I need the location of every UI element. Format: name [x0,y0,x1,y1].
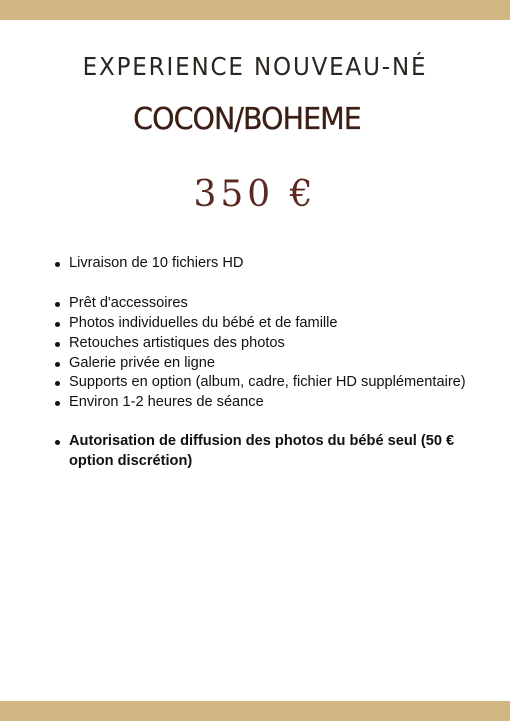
bottom-decorative-band [0,701,510,721]
feature-item: Retouches artistiques des photos [52,334,492,354]
notice-item: Autorisation de diffusion des photos du bébé seul (50 € option discrétion) [52,432,472,472]
notice-list [52,432,472,472]
features-list [52,254,492,413]
offer-price: 350 € [193,174,317,215]
offer-kicker: EXPERIENCE NOUVEAU-NÉ [82,52,428,81]
feature-item: Prêt d'accessoires [52,294,492,314]
feature-item: Supports en option (album, cadre, fichier HD supplémentaire) [52,373,492,393]
feature-item: Galerie privée en ligne [52,354,492,374]
top-decorative-band [0,0,510,20]
offer-title: COCON/BOHEME [133,102,361,137]
feature-item: Environ 1-2 heures de séance [52,393,492,413]
feature-item: Livraison de 10 fichiers HD [52,254,492,274]
feature-item: Photos individuelles du bébé et de famille [52,314,492,334]
